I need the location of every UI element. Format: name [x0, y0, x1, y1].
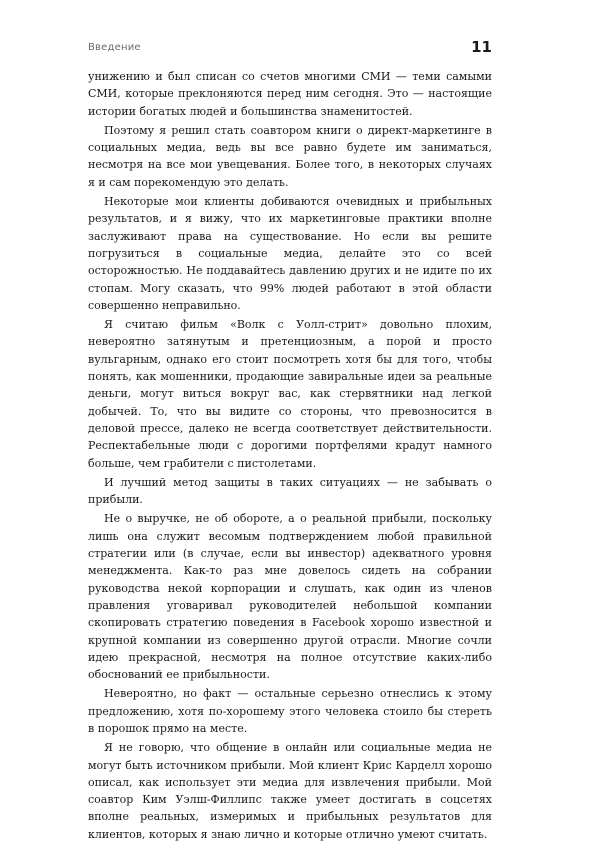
- body-text: [88, 68, 492, 845]
- paragraph: Поэтому я решил стать соавтором книги о директ-маркетинге в социальных медиа, ведь вы все равно будете им заниматься, несмотря на все мои увещевания. Более того, в некоторых случаях я и сам порекомендую это делать.: [88, 123, 492, 189]
- paragraph: Не о выручке, не об обороте, а о реальной прибыли, поскольку лишь она служит весомым подтверждением любой правильной стратегии или (в случае, если вы инвестор) адекватного уровня менеджмента. Как-то раз мне довелось сидеть на собрании руководства некой корпорации и слушать, как один из членов правления уговаривал руководителей небольшой компании скопировать стратегию поведения в Facebook хорошо известной и крупной компании из совершенно другой отрасли. Многие сочли идею прекрасной, несмотря на полное отсутствие каких-либо обоснований ее прибыльности.: [88, 512, 492, 682]
- paragraph: унижению и был списан со счетов многими СМИ — теми самыми СМИ, которые преклоняются перед ним сегодня. Это — настоящие истории богатых людей и большинства знаменитостей.: [88, 70, 492, 118]
- paragraph: Я не говорю, что общение в онлайн или социальные медиа не могут быть источником прибыли. Мой клиент Крис Карделл хорошо описал, как использует эти медиа для извлечения прибыли. Мой соавтор Ким Уэлш-Филлипс также умеет достигать в соцсетях вполне реальных, измеримых и прибыльных результатов для клиентов, которых я знаю лично и которые отлично умеют считать.: [88, 741, 492, 841]
- running-section-title: Введение: [88, 42, 141, 53]
- paragraph: И лучший метод защиты в таких ситуациях — не забывать о прибыли.: [88, 475, 492, 507]
- paragraph: Невероятно, но факт — остальные серьезно отнеслись к этому предложению, хотя по-хорошему этого человека стоило бы стереть в порошок прямо на месте.: [88, 687, 492, 735]
- paragraph: Я считаю фильм «Волк с Уолл-стрит» довольно плохим, невероятно затянутым и претенциозным, а порой и просто вульгарным, однако его стоит посмотреть хотя бы для того, чтобы понять, как мошенники, продающие завиральные идеи за реальные деньги, могут виться вокруг вас, как стервятники над легкой добычей. То, что вы видите со стороны, что превозносится в деловой прессе, далеко не всегда соответствует действительности. Респектабельные люди с дорогими портфелями крадут намного больше, чем грабители с пистолетами.: [88, 318, 492, 470]
- paragraph: Некоторые мои клиенты добиваются очевидных и прибыльных результатов, и я вижу, что их маркетинговые практики вполне заслуживают права на существование. Но если вы решите погрузиться в социальные медиа, делайте это со всей осторожностью. Не поддавайтесь давлению других и не идите по их стопам. Могу сказать, что 99% людей работают в этой области совершенно неправильно.: [88, 195, 492, 312]
- page-header: [88, 38, 492, 58]
- page-number: 11: [471, 38, 492, 56]
